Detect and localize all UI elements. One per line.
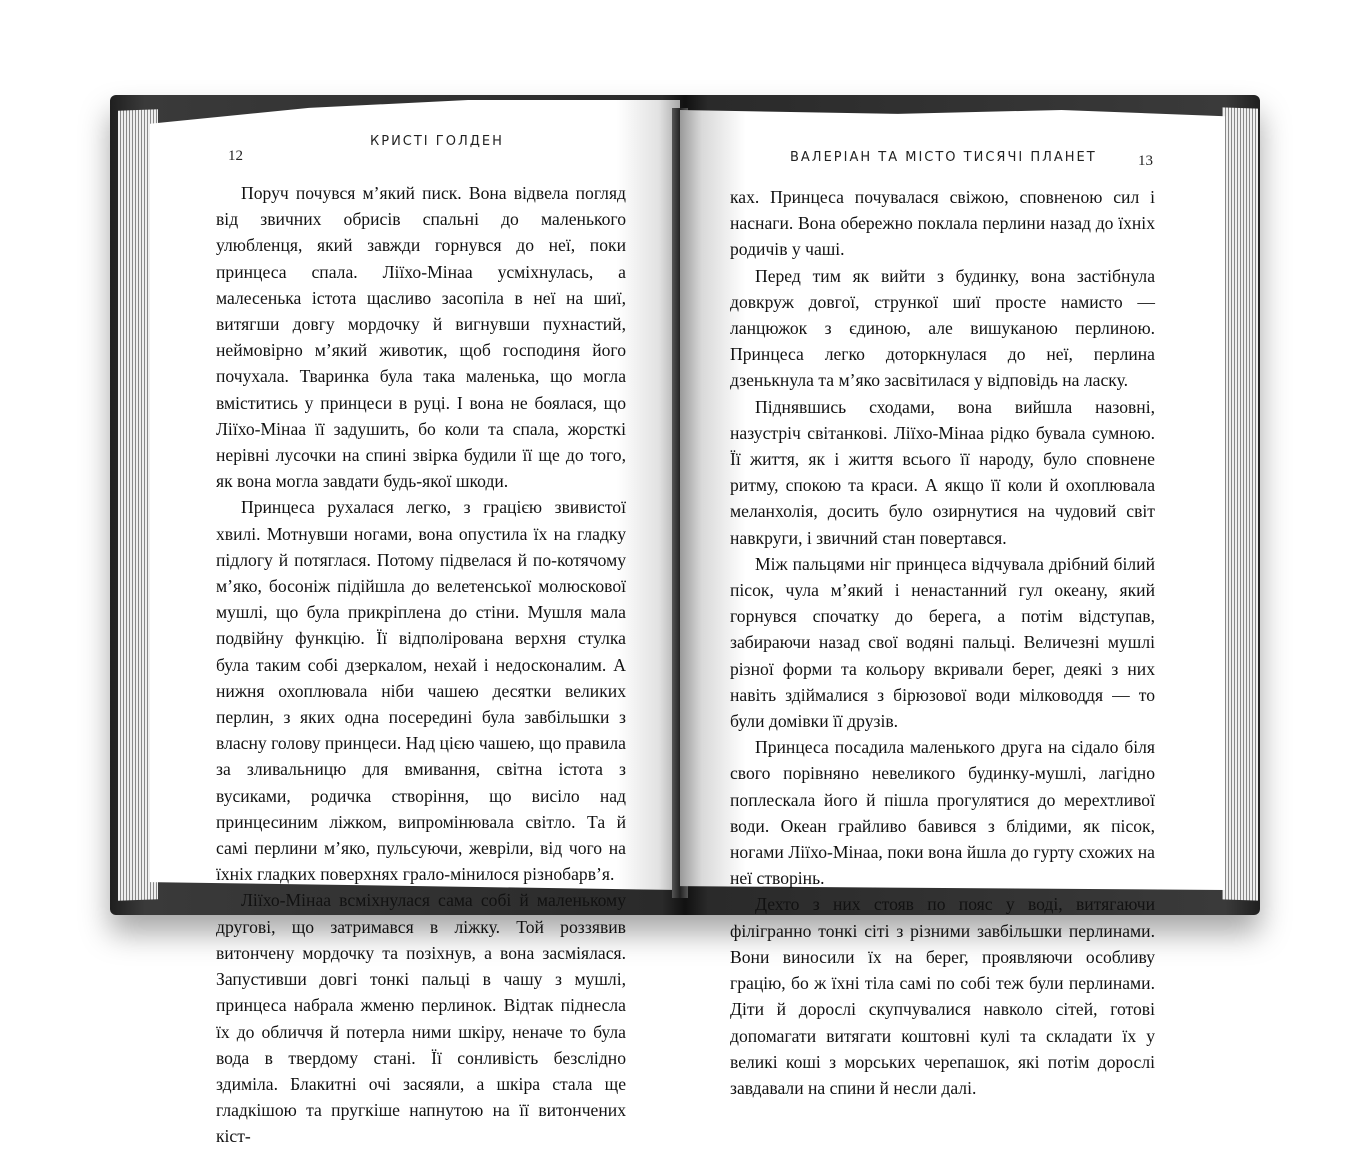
left-running-head: КРИСТІ ГОЛДЕН	[370, 134, 504, 149]
right-running-head: ВАЛЕРІАН ТА МІСТО ТИСЯЧІ ПЛАНЕТ	[790, 150, 1097, 165]
paragraph: Перед тим як вийти з будинку, вона застібнула довкруж довгої, стрункої шиї просте намисто — ланцюжок з єдиною, але вишуканою перлиною. Принцеса легко доторкнулася до неї, перлина дзенькнула та м’яко засвітилася у відповідь на ласку.	[730, 265, 1155, 391]
paragraph: Піднявшись сходами, вона вийшла назовні, назустріч світанкові. Ліїхо-Мінаа рідко бувала сумною. Її життя, як і життя всього її народу, було сповнене ритму, спокою та краси. А якщо її коли й охоплювала меланхолія, досить було озирнутися на чудовий світ навкруги, і звичний стан повертався.	[730, 396, 1155, 548]
paragraph: Принцеса посадила маленького друга на сідало біля свого порівняно невеликого будинку-мушлі, лагідно поплескала його й пішла прогулятися до мерехтливої води. Океан грайливо бавився з блідими, як пісок, ногами Ліїхо-Мінаа, поки вона йшла до гурту схожих на неї створінь.	[730, 737, 1155, 889]
paragraph: Принцеса рухалася легко, з грацією звивистої хвилі. Мотнувши ногами, вона опустила їх на гладку підлогу й потяглася. Потому підвелася й по-котячому м’яко, босоніж підійшла до велетенської молюскової мушлі, що була прикріплена до стіни. Мушля мала подвійну функцію. Її відполірована верхня стулка була таким собі дзеркалом, нехай і недосконалим. А нижня охоплювала ніби чашею десятки великих перлин, з яких одна посередині була завбільшки з власну голову принцеси. Над цією чашею, що правила за зливальницю для вмивання, світна істота з вусиками, родичка створіння, що висіло над принцесиним ліжком, випромінювала світло. Та й самі перлини м’яко, пульсуючи, жевріли, від чого на їхніх гладких поверхнях грало-мінилося різнобарв’я.	[216, 497, 626, 885]
paragraph: Поруч почувся м’який писк. Вона відвела погляд від звичних обрисів спальні до маленького улюбленця, який завжди горнувся до неї, поки принцеса спала. Ліїхо-Мінаа усміхнулась, а малесенька істота щасливо засопіла в неї на шиї, витягши довгу мордочку й вигнувши пухнастий, неймовірно м’який животик, щоб господиня його почухала. Тваринка була така маленька, що могла вміститись у принцеси в руці. І вона не боялася, що Ліїхо-Мінаа її задушить, бо коли та спала, жорсткі нерівні лусочки на спині звірка будили її ще до того, як вона могла завдати будь-якої шкоди.	[216, 183, 626, 492]
left-page-number: 12	[228, 148, 243, 164]
right-page-text	[730, 184, 1155, 1101]
paragraph: Ліїхо-Мінаа всміхнулася сама собі й маленькому другові, що затримався в ліжку. Той роззявив витончену мордочку та позіхнув, а вона засміялася. Запустивши довгі тонкі пальці в чашу з мушлі, принцеса набрала жменю перлинок. Відтак піднесла їх до обличчя й потерла ними шкіру, неначе то була вода в твердому стані. Її сонливість безслідно здиміла. Блакитні очі засяяли, а шкіра стала ще гладкішою та пругкіше напнутою на її витончених кіст-	[216, 890, 626, 1147]
paragraph: ках. Принцеса почувалася свіжою, сповненою сил і наснаги. Вона обережно поклала перлини назад до їхніх родичів у чаші.	[730, 187, 1155, 260]
left-page-text	[216, 180, 626, 1150]
paragraph: Між пальцями ніг принцеса відчувала дрібний білий пісок, чула м’який і ненастанний гул океану, який горнувся спочатку до берега, а потім відступав, забираючи назад свої водяні пальці. Величезні мушлі різної форми та кольору вкривали берег, деякі з них навіть здіймалися з бірюзової води мілководдя — то були домівки її друзів.	[730, 553, 1155, 732]
page-edges-right	[1222, 107, 1258, 900]
right-page-number: 13	[1138, 153, 1153, 169]
paragraph: Дехто з них стояв по пояс у воді, витягаючи філігранно тонкі сіті з різними завбільшки перлинами. Вони виносили їх на берег, проявляючи особливу грацію, бо ж їхні тіла самі по собі теж були перлинами. Діти й дорослі скупчувалися навколо сітей, готові допомагати витягати коштовні кулі та складати їх у великі коші з морських черепашок, які потім дорослі завдавали на спини й несли далі.	[730, 894, 1155, 1098]
